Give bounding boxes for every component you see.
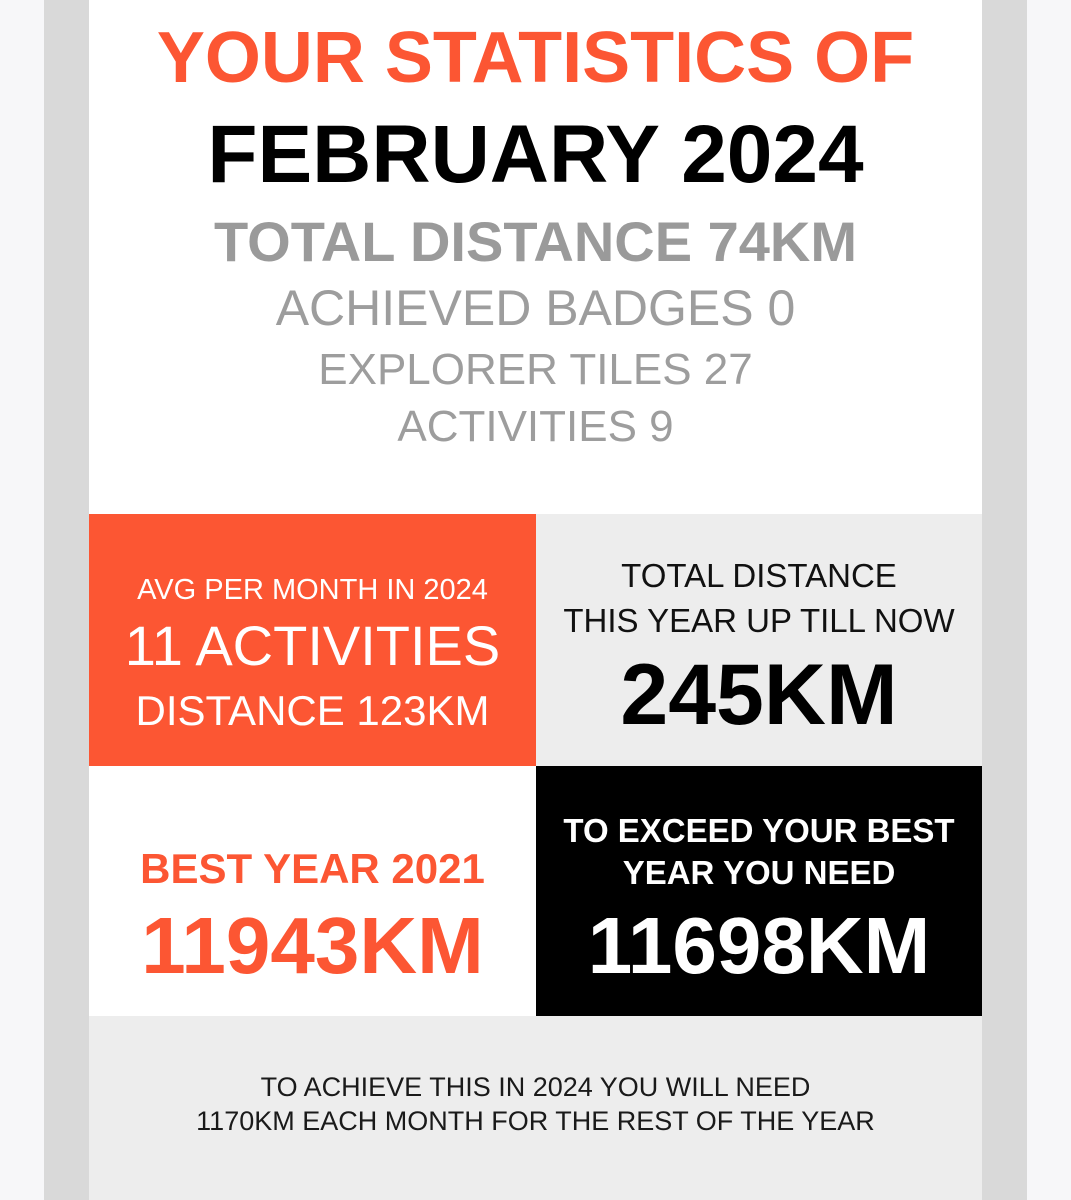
explorer-tiles: EXPLORER TILES 27 [318,345,753,394]
year-distance-label-1: TOTAL DISTANCE [621,557,897,594]
title-month: FEBRUARY 2024 [207,109,864,200]
year-distance-label-2: THIS YEAR UP TILL NOW [563,602,955,639]
exceed-label-2: YEAR YOU NEED [622,854,896,891]
best-year-label: BEST YEAR 2021 [140,845,485,892]
best-year-value: 11943KM [141,901,484,990]
avg-per-month-tile [89,514,536,766]
statistics-card [89,0,982,1200]
avg-distance: DISTANCE 123KM [135,687,490,734]
monthly-target-footer [89,1016,982,1200]
year-distance-value: 245KM [620,647,898,743]
title-line-1: YOUR STATISTICS OF [156,18,915,98]
exceed-best-tile [536,766,982,1016]
footer-line-2: 1170KM EACH MONTH FOR THE REST OF THE YEAR [196,1106,875,1136]
avg-label: AVG PER MONTH IN 2024 [137,574,488,606]
best-year-tile [89,766,536,1016]
achieved-badges: ACHIEVED BADGES 0 [275,280,796,336]
exceed-label-1: TO EXCEED YOUR BEST [563,812,955,849]
exceed-value: 11698KM [587,901,931,990]
footer-line-1: TO ACHIEVE THIS IN 2024 YOU WILL NEED [260,1072,811,1102]
year-distance-tile [536,514,982,766]
avg-activities: 11 ACTIVITIES [124,614,501,677]
stats-header [89,0,982,514]
month-total-distance: TOTAL DISTANCE 74KM [213,210,857,273]
month-activities: ACTIVITIES 9 [397,402,674,451]
